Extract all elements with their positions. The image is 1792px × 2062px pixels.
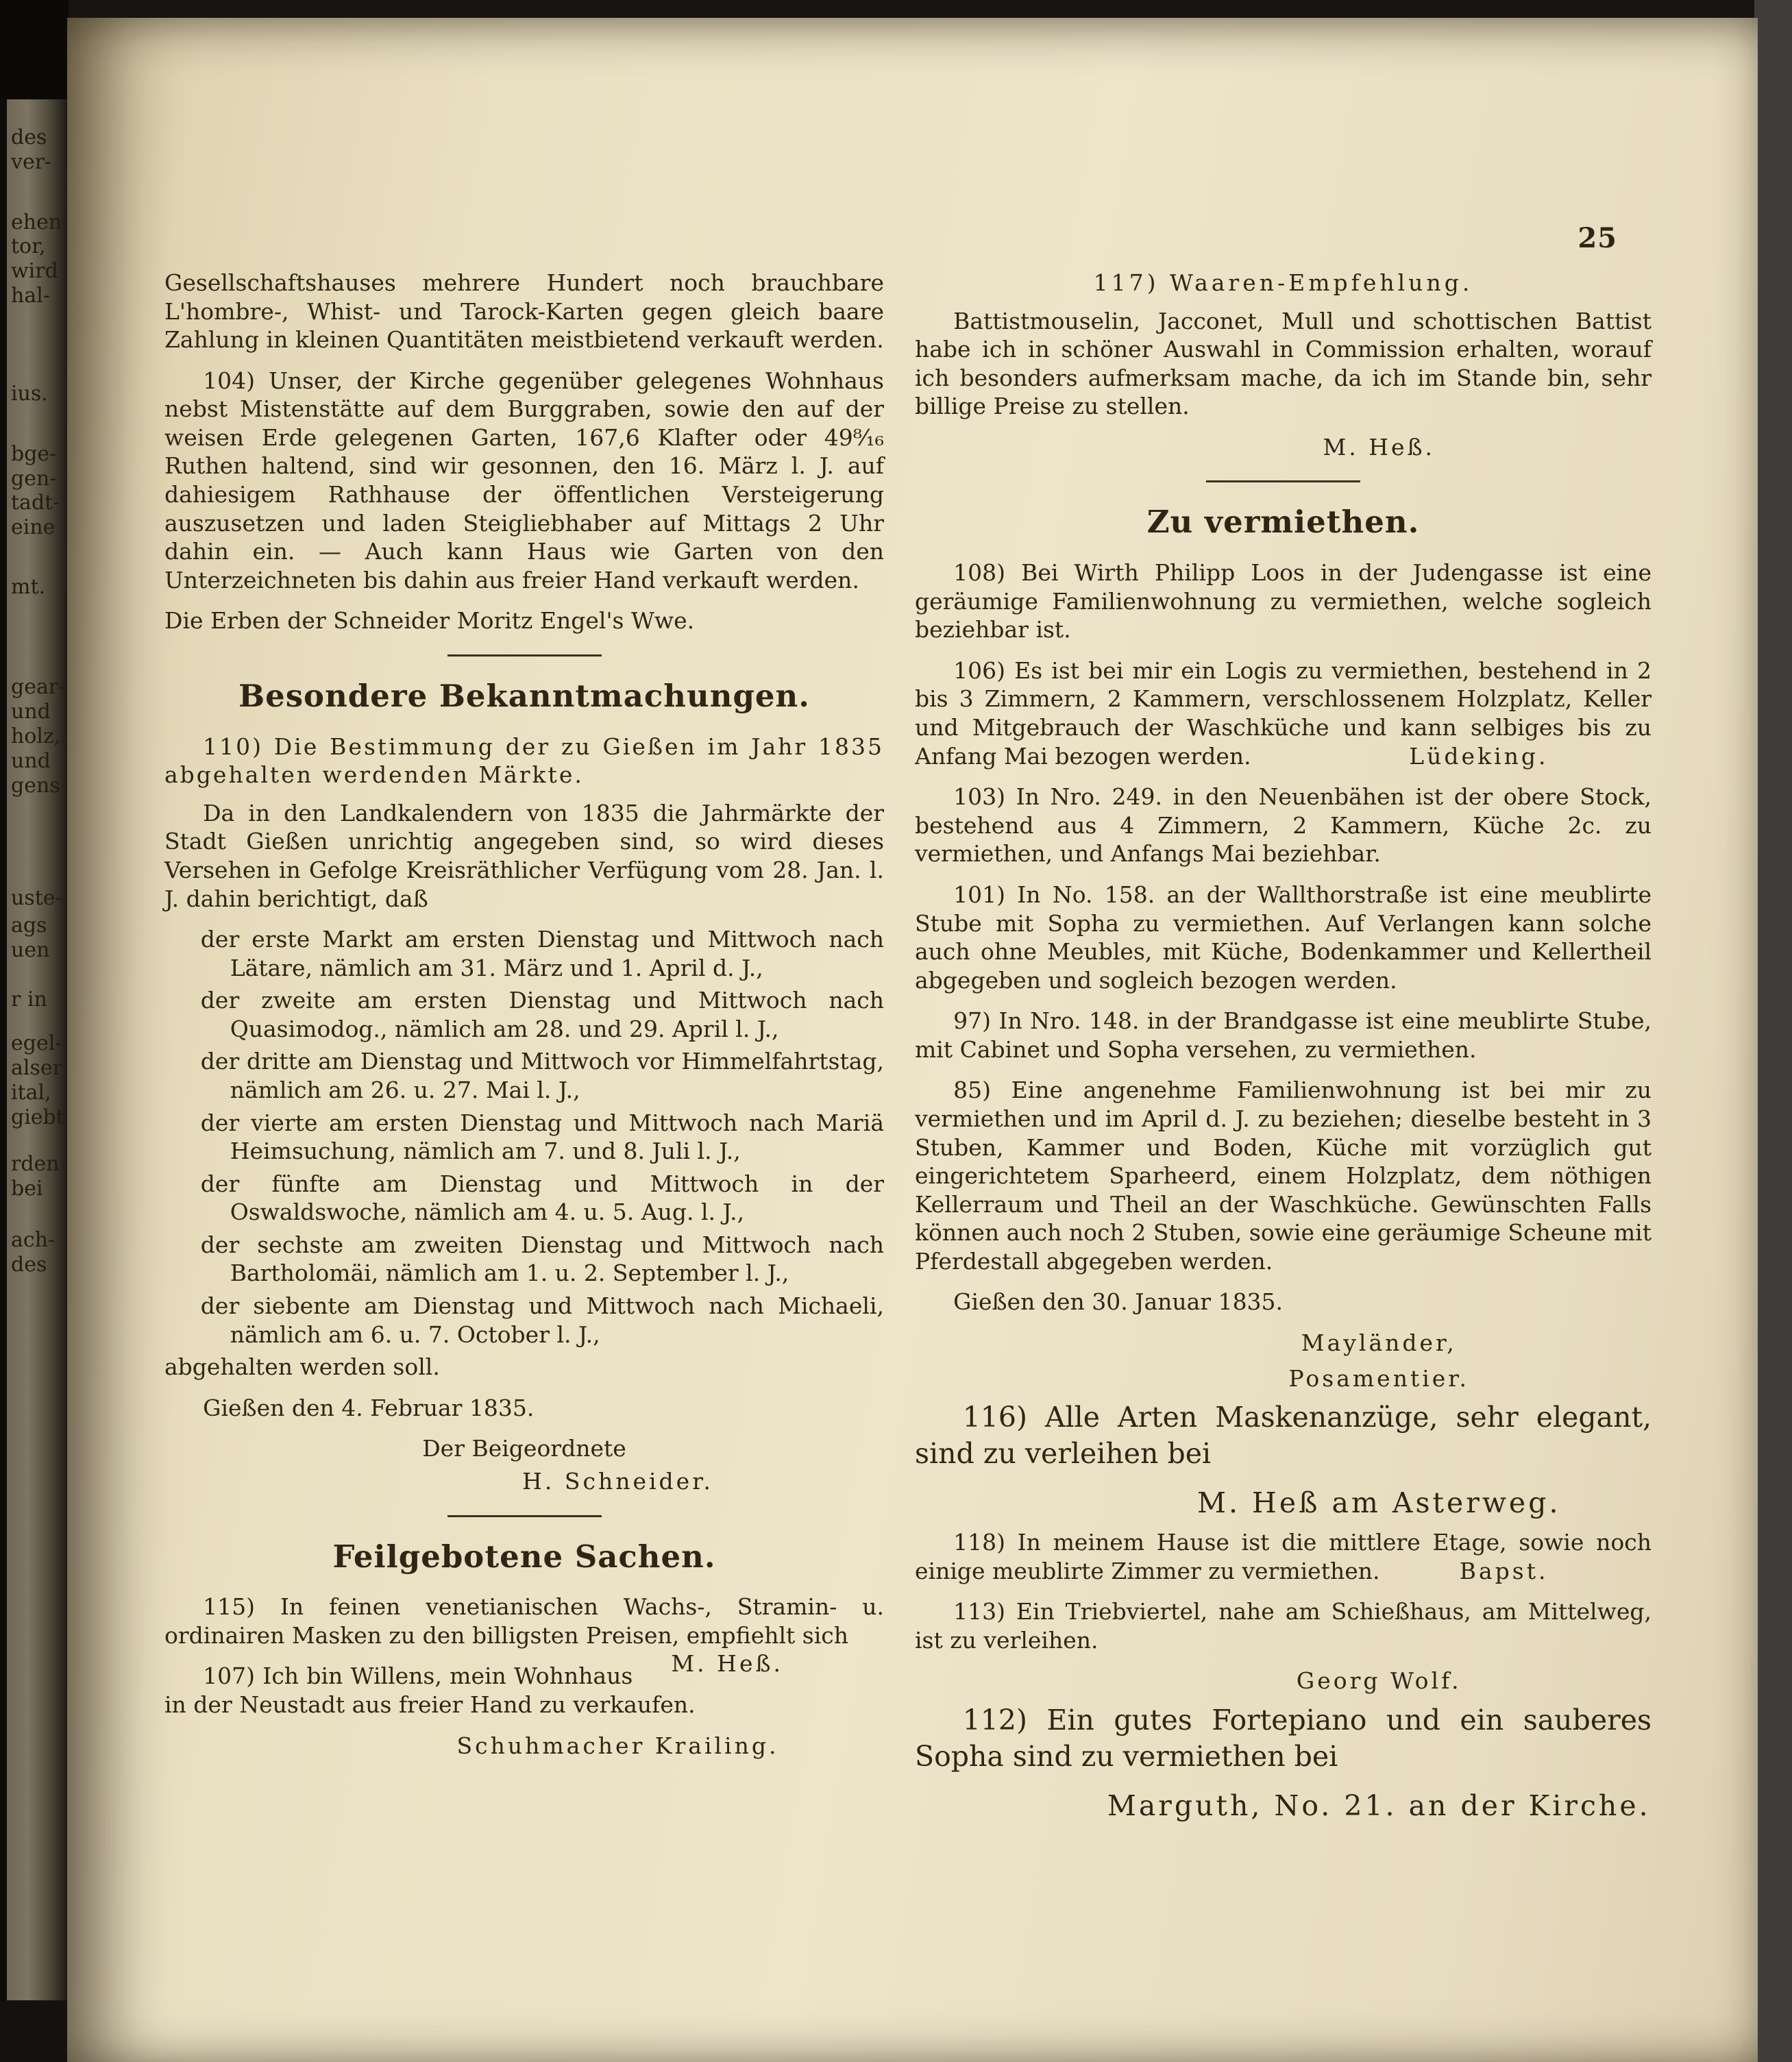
margin-fragment: ags — [11, 913, 47, 937]
text-block: der dritte am Dienstag und Mittwoch vor Himmelfahrtstag, nämlich am 26. u. 27. Mai l. J., — [200, 1048, 884, 1103]
text-block: der siebente am Dienstag und Mittwoch nach Michaeli, nämlich am 6. u. 7. October l. J., — [200, 1292, 884, 1348]
signature-line: M. Heß am Asterweg. — [1197, 1486, 1561, 1519]
margin-fragment: rden — [11, 1152, 60, 1176]
margin-fragment: bei — [11, 1177, 43, 1201]
scan-corner-top-left — [0, 0, 69, 99]
text-block: der fünfte am Dienstag und Mittwoch in der Oswaldswoche, nämlich am 4. u. 5. Aug. l. J., — [200, 1170, 884, 1226]
margin-fragment: uste- — [11, 886, 62, 910]
text-block: Gießen den 30. Januar 1835. — [953, 1288, 1284, 1316]
text-block: der zweite am ersten Dienstag und Mittwoch nach Quasimodog., nämlich am 28. und 29. April l. J., — [200, 987, 884, 1042]
margin-fragment: ehen — [11, 210, 62, 234]
scan-border-right — [1754, 0, 1792, 2062]
margin-fragment: hal- — [11, 284, 50, 308]
margin-fragment: gens — [11, 774, 60, 798]
margin-fragment: holz, — [11, 724, 61, 748]
signature-line: Posamentier. — [1288, 1364, 1469, 1392]
scan-border-left — [0, 0, 7, 2062]
margin-fragment: des — [11, 125, 47, 149]
margin-fragment: tadt- — [11, 491, 60, 515]
margin-fragment: ver- — [11, 150, 52, 174]
newspaper-page — [67, 18, 1758, 2062]
signature-line: Marguth, No. 21. an der Kirche. — [1107, 1789, 1651, 1822]
text-block: 112) Ein gutes Fortepiano und ein sauberes Sopha sind zu vermiethen bei — [915, 1703, 1652, 1773]
signature-inline: Lüdeking. — [1409, 742, 1549, 770]
text-block: der vierte am ersten Dienstag und Mittwoch nach Mariä Heimsuchung, nämlich am 7. und 8. Juli l. J., — [200, 1109, 884, 1165]
text-block: der sechste am zweiten Dienstag und Mittwoch nach Bartholomäi, nämlich am 1. u. 2. September l. J., — [200, 1231, 884, 1287]
margin-fragment: egel- — [11, 1031, 62, 1055]
section-heading: Zu vermiethen. — [1146, 504, 1420, 541]
text-block: Da in den Landkalendern von 1835 die Jahrmärkte der Stadt Gießen unrichtig angegeben sind, so wird dieses Versehen in Gefolge Kreisräthlicher Verfügung vom 28. Jan. l. J. dahin berichtigt, daß — [164, 799, 884, 912]
text-block: Gesellschaftshauses mehrere Hundert noch brauchbare L'hombre-, Whist- und Tarock-Karten gegen gleich baare Zahlung in kleinen Quantitäten meistbietend verkauft werden. — [164, 269, 884, 354]
signature-inline: M. Heß. — [671, 1650, 783, 1678]
text-block: 85) Eine angenehme Familienwohnung ist bei mir zu vermiethen und im April d. J. zu beziehen; dieselbe besteht in 3 Stuben, Kammer und Boden, Küche mit vorzüglich gut eingerichtetem Sparheerd, einem Holzplatz, dem nöthigen Kellerraum und Theil an der Waschküche. Gewünschten Falls können auch noch 2 Stuben, sowie eine geräumige Scheune mit Pferdestall abgegeben werden. — [915, 1077, 1652, 1275]
margin-fragment: ach- — [11, 1228, 56, 1252]
signature-line: H. Schneider. — [522, 1467, 713, 1495]
margin-fragment: giebt — [11, 1105, 64, 1129]
section-divider — [447, 1515, 602, 1517]
text-block: 106) Es ist bei mir ein Logis zu vermiethen, bestehend in 2 bis 3 Zimmern, 2 Kammern, verschlossenem Holzplatz, Keller und Mitgebrauch der Waschküche und kann selbiges bis zu Anfang Mai bezogen werden. Lüdeking. — [915, 656, 1652, 770]
margin-fragment: des — [11, 1253, 47, 1277]
scan-corner-bottom-left — [0, 2000, 69, 2062]
column-right — [915, 269, 1652, 1831]
text-block: Battistmouselin, Jacconet, Mull und schottischen Battist habe ich in schöner Auswahl in Commission erhalten, worauf ich besonders aufmerksam mache, da ich im Stande bin, sehr billige Preise zu stellen. — [915, 307, 1652, 420]
text-block: 117) Waaren-Empfehlung. — [1093, 269, 1473, 296]
text-block: 103) In Nro. 249. in den Neuenbähen ist der obere Stock, bestehend aus 4 Zimmern, 2 Kammern, Küche 2c. zu vermiethen, und Anfangs Mai beziehbar. — [915, 783, 1652, 868]
margin-fragment: wird — [11, 259, 58, 283]
signature-line: M. Heß. — [1323, 433, 1436, 461]
margin-fragment: r in — [11, 987, 47, 1011]
text-block: abgehalten werden soll. — [164, 1353, 440, 1381]
text-block: 108) Bei Wirth Philipp Loos in der Judengasse ist eine geräumige Familienwohnung zu vermiethen, welche sogleich beziehbar ist. — [915, 559, 1652, 643]
page-number: 25 — [1578, 222, 1617, 254]
text-block: 107) Ich bin Willens, mein Wohnhaus in der Neustadt aus freier Hand zu verkaufen. — [164, 1662, 696, 1718]
text-block: 104) Unser, der Kirche gegenüber gelegenes Wohnhaus nebst Mistenstätte auf dem Burggraben, sowie den auf der weisen Erde gelegenen Garten, 167,6 Klafter oder 49⁸⁄₁₆ Ruthen haltend, sind wir gesonnen, den 16. März l. J. auf dahiesigem Rathhause der öffentlichen Versteigerung auszusetzen und laden Steigliebhaber auf Mittags 2 Uhr dahin ein. — Auch kann Haus wie Garten von den Unterzeichneten bis dahin aus freier Hand verkauft werden. — [164, 367, 884, 593]
margin-fragment: gen- — [11, 467, 57, 491]
text-block: 113) Ein Triebviertel, nahe am Schießhaus, am Mittelweg, ist zu verleihen. — [915, 1598, 1652, 1654]
margin-fragment: und — [11, 749, 51, 773]
signature-line: Georg Wolf. — [1296, 1667, 1462, 1695]
section-divider — [1206, 480, 1360, 482]
text-block: Der Beigeordnete — [422, 1435, 626, 1462]
text-block: 97) In Nro. 148. in der Brandgasse ist eine meublirte Stube, mit Cabinet und Sopha versehen, zu vermiethen. — [915, 1007, 1652, 1063]
column-left — [164, 269, 884, 1767]
section-heading: Feilgebotene Sachen. — [332, 1538, 716, 1575]
margin-fragment: ital, — [11, 1081, 51, 1105]
margin-fragment: tor, — [11, 234, 46, 258]
margin-fragment: bge- — [11, 442, 57, 466]
scan-border-top — [0, 0, 1792, 18]
text-block: Gießen den 4. Februar 1835. — [203, 1394, 535, 1421]
margin-fragment: mt. — [11, 575, 46, 599]
signature-line: Mayländer, — [1301, 1329, 1457, 1357]
margin-fragment: alser — [11, 1056, 62, 1080]
text-block: 101) In No. 158. an der Wallthorstraße ist eine meublirte Stube mit Sopha zu vermiethen. Auf Verlangen kann solche auch ohne Meubles, mit Küche, Bodenkammer und Kellertheil abgegeben und sogleich bezogen werden. — [915, 881, 1652, 994]
text-block: 115) In feinen venetianischen Wachs-, Stramin- u. ordinairen Masken zu den billigsten Preisen, empfiehlt sich M. Heß. — [164, 1593, 884, 1678]
signature-line: Schuhmacher Krailing. — [456, 1732, 779, 1759]
text-block: 116) Alle Arten Maskenanzüge, sehr elegant, sind zu verleihen bei — [915, 1401, 1652, 1471]
text-block: Die Erben der Schneider Moritz Engel's Wwe. — [164, 607, 695, 635]
text-block: 118) In meinem Hause ist die mittlere Etage, sowie noch einige meublirte Zimmer zu vermiethen. Bapst. — [915, 1529, 1652, 1584]
margin-fragment: uen — [11, 938, 50, 962]
margin-fragment: gear- — [11, 675, 66, 699]
section-heading: Besondere Bekanntmachungen. — [238, 677, 810, 714]
text-block: der erste Markt am ersten Dienstag und Mittwoch nach Lätare, nämlich am 31. März und 1. April d. J., — [200, 926, 884, 981]
facing-page-sliver — [7, 18, 67, 2062]
margin-fragment: und — [11, 700, 51, 724]
margin-fragment: eine — [11, 515, 56, 539]
section-divider — [447, 654, 602, 656]
text-block: 110) Die Bestimmung der zu Gießen im Jahr 1835 abgehalten werdenden Märkte. — [164, 733, 884, 789]
margin-fragment: ius. — [11, 382, 48, 406]
signature-inline: Bapst. — [1459, 1557, 1549, 1584]
